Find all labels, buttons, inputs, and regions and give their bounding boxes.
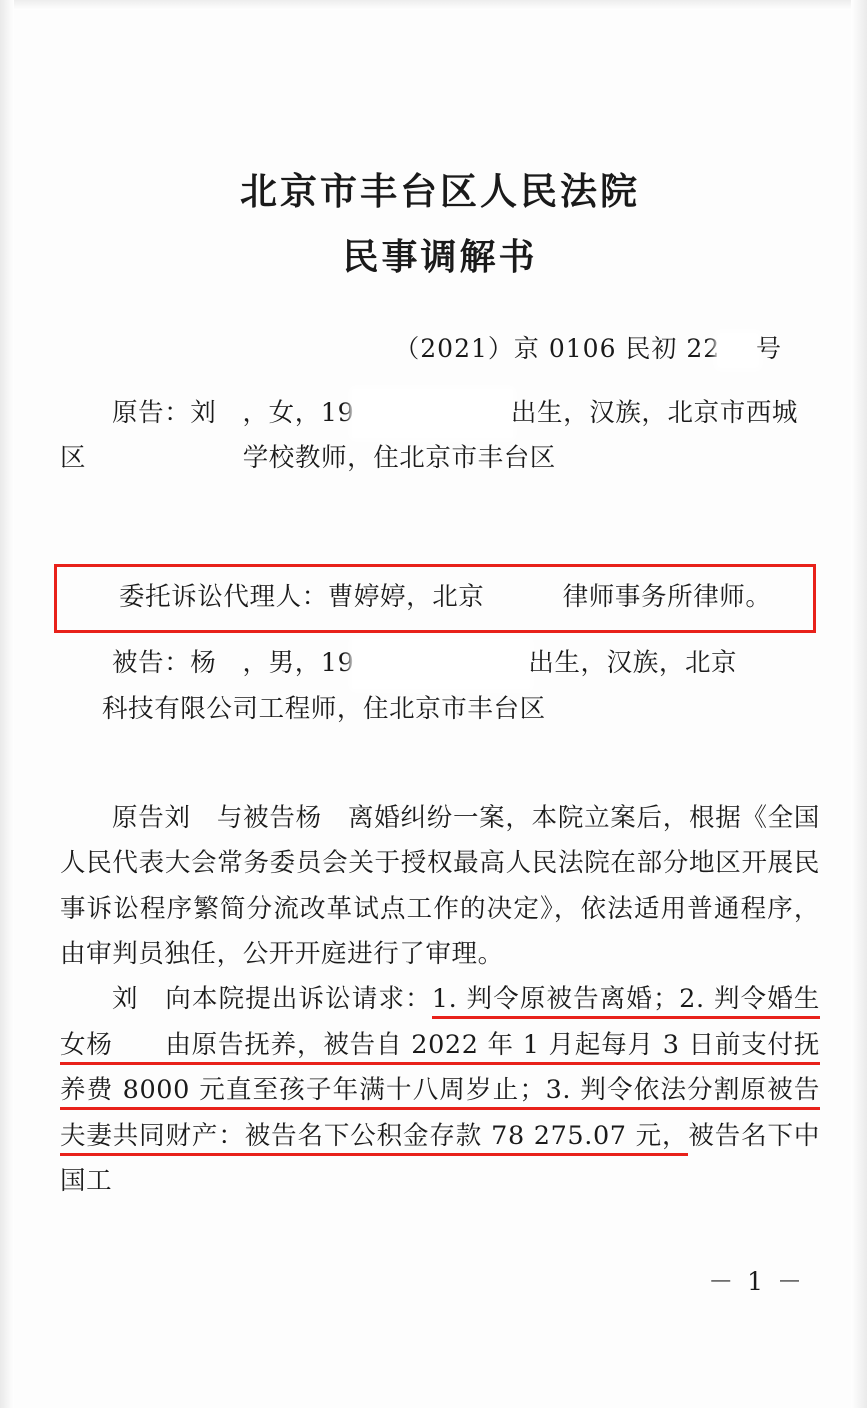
defendant-line-1b-text: 出生，汉族，北京 (528, 648, 738, 679)
document-content (60, 0, 820, 1204)
plaintiff-line-1b-text: 出生，汉族，北京市西城 (510, 398, 799, 429)
plaintiff-line-1-text: 原告：刘 ，女，19 (112, 398, 355, 429)
document-type-title: 民事调解书 (342, 236, 538, 279)
claim-3-part-b-underlined: 共同财产：被告名下公积金存款 78 275.07 元， (113, 1121, 689, 1156)
claim-2-part-b-underlined: 女杨 由原告抚养，被告自 2022 年 1 月起每月 3 日前支付抚养 (60, 1030, 820, 1110)
defendant-line-1 (60, 641, 820, 686)
claim-3-tail: 被告名下中国工 (60, 1120, 820, 1196)
defendant-line-2: 科技有限公司工程师，住北京市丰台区 (102, 693, 546, 724)
redaction-mask (354, 641, 528, 686)
case-number-suffix: 号 (755, 334, 782, 364)
parties-block (60, 391, 820, 482)
highlight-box-agent-line (54, 564, 816, 633)
claim-3-part-a-underlined: 3. 判令依法分割原被告夫妻 (60, 1075, 820, 1155)
spacer (60, 482, 820, 540)
spacer (60, 732, 820, 796)
plaintiff-line-2: 区 学校教师，住北京市丰台区 (60, 443, 556, 474)
scan-edge-left (0, 0, 14, 1408)
spacer (60, 633, 820, 641)
claims-intro: 刘 向本院提出诉讼请求： (112, 984, 432, 1015)
redaction-mask (720, 336, 756, 365)
claim-2-part-a-underlined: 2. 判令婚生 (679, 984, 820, 1019)
scan-edge-right (851, 0, 867, 1408)
redaction-mask (354, 391, 510, 436)
body-paragraph-1: 原告刘 与被告杨 离婚纠纷一案，本院立案后，根据《全国人民代表大会常务委员会关于授权最高人民法院在部分地区开展民事诉讼程序繁简分流改革试点工作的决定》，依法适用普通程序，由审判员独任，公开开庭进行了审理。 (60, 802, 820, 970)
body-paragraph-2 (60, 977, 820, 1204)
claim-2-part-c-underlined: 费 8000 元直至孩子年满十八周岁止； (87, 1075, 546, 1110)
plaintiff-line-1 (60, 391, 820, 436)
defendant-block (60, 641, 820, 732)
defendant-line-1-text: 被告：杨 ，男，19 (112, 648, 355, 679)
claim-1-underlined: 1. 判令原被告离婚； (432, 984, 679, 1019)
case-number (60, 329, 820, 365)
court-name: 北京市丰台区人民法院 (240, 169, 640, 213)
title-block (60, 168, 820, 281)
case-number-prefix: （2021）京 0106 民初 22 (394, 334, 721, 364)
page-number: － 1 － (708, 1267, 805, 1296)
agent-line: 委托诉讼代理人：曹婷婷，北京 律师事务所律师。 (119, 581, 772, 612)
